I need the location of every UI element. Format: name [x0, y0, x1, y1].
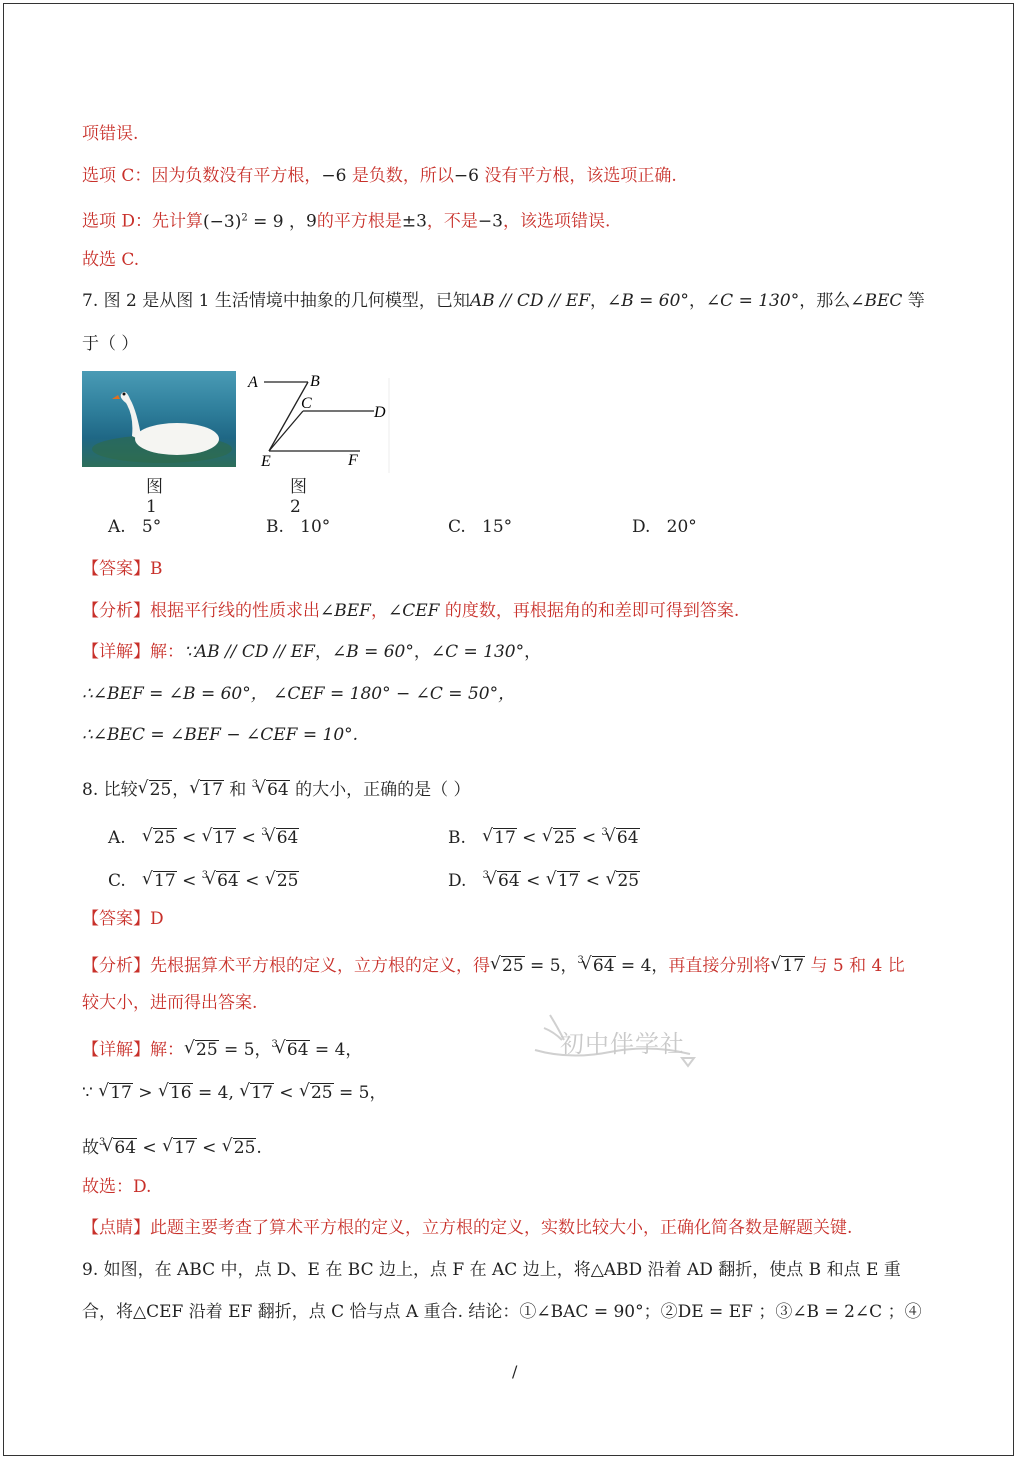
answer-7: 【答案】B	[82, 559, 163, 579]
question-8: 8. 比较√ 25，√ 17 和 $^3$√ 64 的大小，正确的是（ ）	[82, 774, 471, 801]
q8-option-c: C. √ 17 < $^3$√ 64 < √ 25	[108, 865, 299, 892]
detail-8: 【详解】解：√ 25 = 5，$^3$√ 64 = 4，	[82, 1034, 362, 1061]
swan-photo	[82, 371, 236, 467]
question-9-line2: 合，将△CEF 沿着 EF 翻折，点 C 恰与点 A 重合. 结论：①∠BAC = 90°；②DE = EF ；③∠B = 2∠C ；④	[82, 1302, 922, 1322]
detail-7-line3: ∴∠BEC = ∠BEF − ∠CEF = 10°.	[82, 725, 359, 745]
analysis-8: 【分析】先根据算术平方根的定义，立方根的定义，得√ 25 = 5，$^3$√ 64 = 4，再直接分别将√ 17 与 5 和 4 比	[82, 950, 905, 977]
label-C: C	[301, 395, 312, 412]
label-A: A	[248, 374, 258, 391]
answer-8: 【答案】D	[82, 909, 164, 929]
q7-option-d: D. 20°	[632, 517, 697, 537]
text-line: 故选 C.	[82, 250, 140, 270]
label-D: D	[374, 404, 386, 421]
geometry-figure	[242, 368, 392, 473]
text-line: 选项 D：先计算$(-3)^2 = 9$ ，9的平方根是±3，不是−3，该选项错误.	[82, 211, 611, 232]
label-B: B	[310, 373, 320, 390]
analysis-8-line2: 较大小，进而得出答案.	[82, 993, 258, 1013]
question-9: 9. 如图，在 ABC 中，点 D、E 在 BC 边上，点 F 在 AC 边上，将△ABD 沿着 AD 翻折，使点 B 和点 E 重	[82, 1260, 901, 1280]
question-7-line2: 于（ ）	[82, 334, 139, 354]
question-7: 7. 图 2 是从图 1 生活情境中抽象的几何模型，已知AB // CD // EF，∠B = 60°，∠C = 130°，那么∠BEC 等	[82, 291, 925, 311]
text-line: 项错误.	[82, 124, 139, 144]
analysis-7: 【分析】根据平行线的性质求出∠BEF，∠CEF 的度数，再根据角的和差即可得到答案.	[82, 601, 740, 621]
detail-7-line2: ∴∠BEF = ∠B = 60°， ∠CEF = 180° − ∠C = 50°，	[82, 684, 516, 704]
detail-7: 【详解】解：∵AB // CD // EF，∠B = 60°，∠C = 130°，	[82, 642, 542, 662]
pick-8: 故选：D.	[82, 1177, 152, 1197]
fig1-caption: 图 1	[146, 477, 163, 517]
q8-option-a: A. √ 25 < √ 17 < $^3$√ 64	[108, 822, 299, 849]
label-E: E	[261, 453, 271, 470]
key-point: 【点睛】此题主要考查了算术平方根的定义，立方根的定义，实数比较大小，正确化简各数是解题关键.	[82, 1218, 853, 1238]
q7-option-b: B. 10°	[266, 517, 331, 537]
fig2-caption: 图 2	[290, 477, 307, 517]
detail-8-line3: 故$^3$√ 64 < √ 17 < √ 25.	[82, 1132, 262, 1159]
watermark: 初中伴学社	[560, 1024, 685, 1059]
q7-option-c: C. 15°	[448, 517, 513, 537]
label-F: F	[348, 452, 358, 469]
q7-option-a: A. 5°	[108, 517, 162, 537]
q8-option-b: B. √ 17 < √ 25 < $^3$√ 64	[448, 822, 640, 849]
q8-option-d: D. $^3$√ 64 < √ 17 < √ 25	[448, 865, 640, 892]
page-footer: /	[512, 1362, 518, 1381]
text-line: 选项 C：因为负数没有平方根，−6 是负数，所以−6 没有平方根，该选项正确.	[82, 166, 677, 186]
detail-8-line2: ∵ √ 17 > √ 16 = 4, √ 17 < √ 25 = 5，	[82, 1082, 386, 1104]
